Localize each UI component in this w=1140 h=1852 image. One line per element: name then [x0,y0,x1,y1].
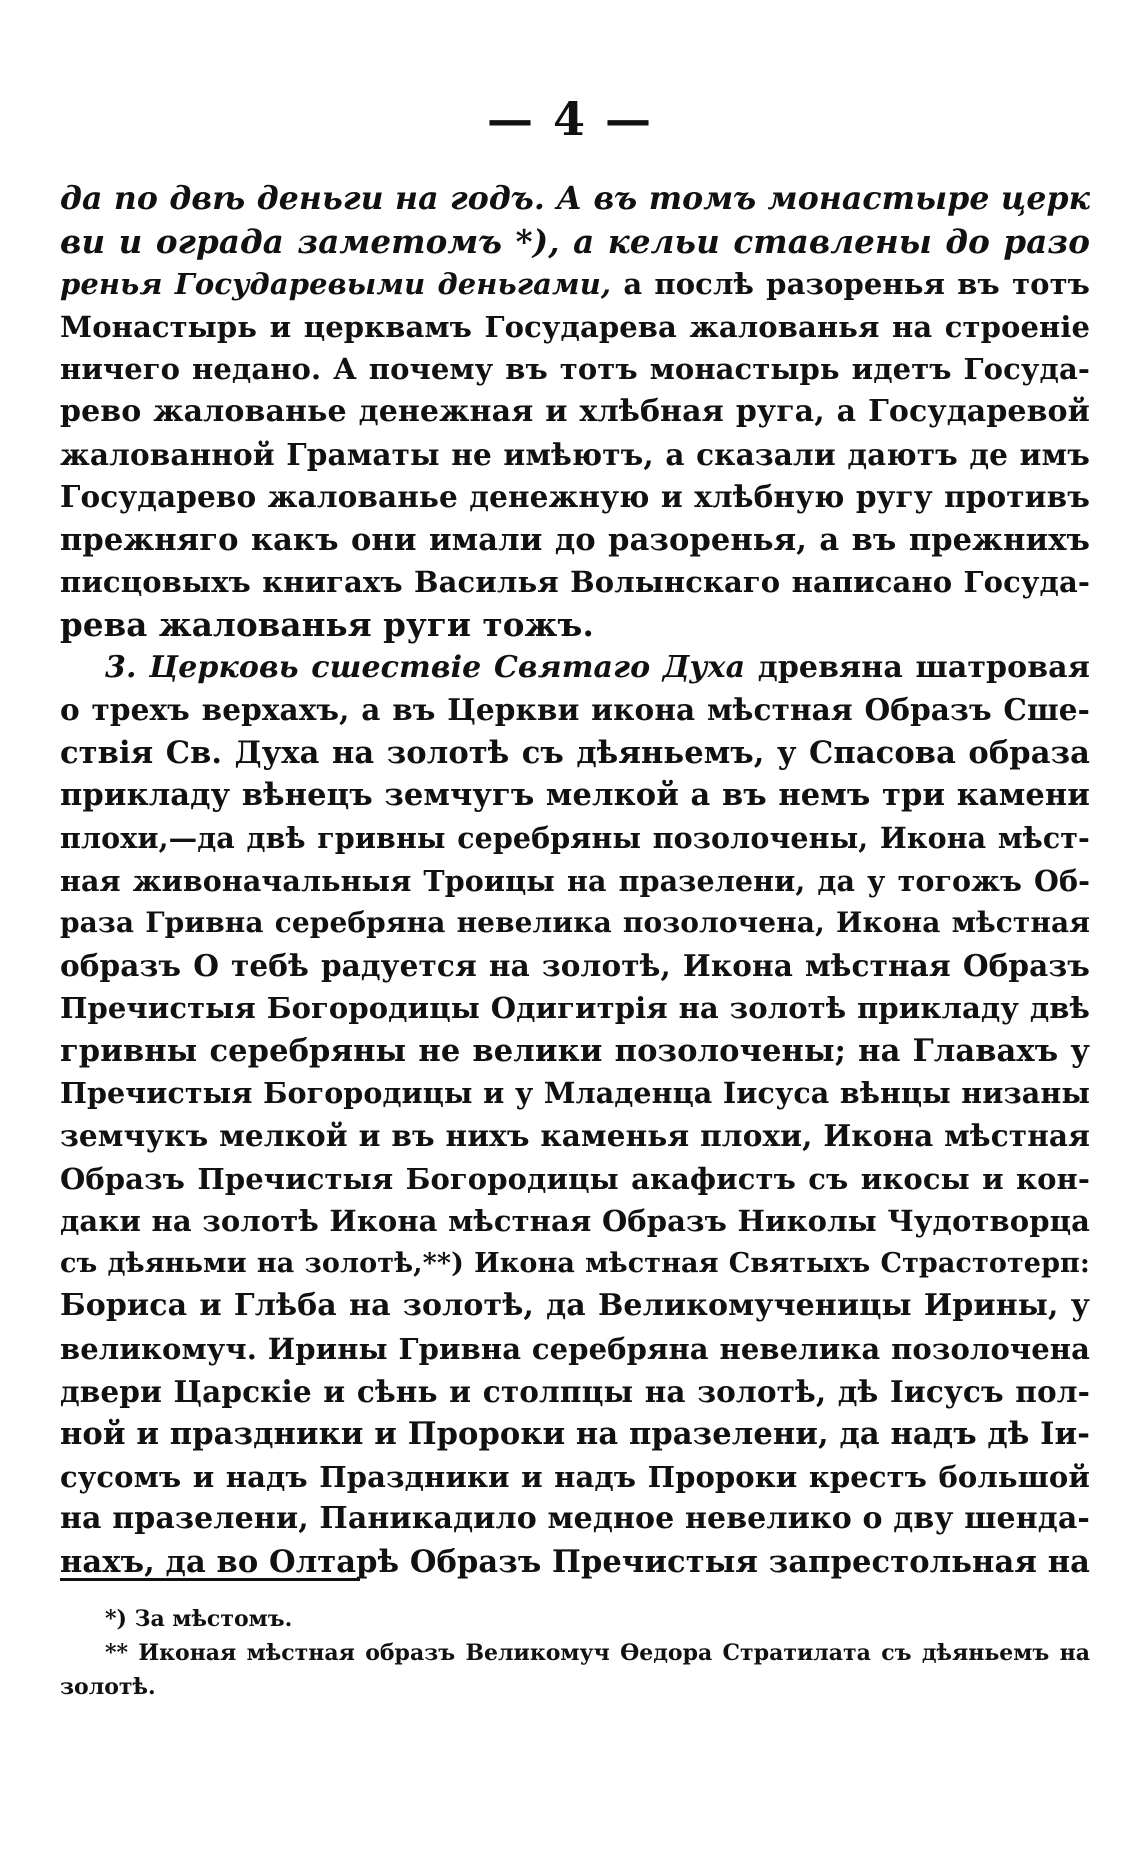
text-span: а послѣ разоренья въ тотъ [611,267,1091,302]
text-line [60,817,1090,860]
text-span: великомуч. Ирины Гривна серебряна невелика позолочена [60,1332,1090,1367]
text-line [60,1030,1090,1073]
text-span: гривны серебряны не велики позолочены; на Главахъ у [60,1032,1090,1069]
text-line [60,1498,1090,1541]
text-line [60,1371,1090,1414]
footnotes [60,1602,1090,1704]
text-line [60,519,1090,562]
footnote-line: *) За мѣстомъ. [105,1606,293,1632]
text-span: ствія Св. Духа на золотѣ съ дѣяньемъ, у Спасова образа [60,734,1090,771]
text-span: земчукъ мелкой и въ нихъ каменья плохи, Икона мѣстная [60,1118,1090,1154]
text-line [60,1456,1090,1499]
text-span: нахъ, да во Олтарѣ Образъ Пречистыя запрестольная на [60,1544,1090,1580]
italic-text: ренья Государевыми деньгами, [60,267,612,302]
text-line [60,1413,1090,1456]
text-line [60,1072,1090,1115]
text-line [60,1158,1090,1201]
text-span: о трехъ верхахъ, а въ Церкви икона мѣстная Образъ Сше- [60,692,1090,728]
text-line [60,263,1090,306]
text-span: раза Гривна серебряна невелика позолочена, Икона мѣстная [60,906,1090,940]
text-span: Монастырь и церквамъ Государева жалованья на строеніе [60,309,1090,344]
text-span: Бориса и Глѣба на золотѣ, да Великомученицы Ирины, у [60,1288,1090,1324]
text-line [60,1115,1090,1158]
text-line [60,476,1090,519]
text-span: даки на золотѣ Икона мѣстная Образъ Николы Чудотворца [60,1204,1090,1239]
text-line [60,945,1090,988]
text-span: Пречистыя Богородицы Одигитрія на золотѣ прикладу двѣ [60,991,1090,1026]
text-line [60,860,1090,903]
text-line [60,689,1090,732]
main-text [60,178,1090,1584]
text-line [60,391,1090,434]
text-span: сусомъ и надъ Праздники и надъ Пророки крестъ большой [60,1459,1090,1494]
text-span: Государево жалованье денежную и хлѣбную ругу противъ [60,479,1090,515]
footnote-rule [60,1578,360,1581]
text-line [60,178,1090,221]
text-line [60,434,1090,477]
text-span: ная живоначальныя Троицы на празелени, да у тогожъ Об- [60,863,1090,898]
text-span: прикладу вѣнецъ земчугъ мелкой а въ немъ три камени [60,777,1090,814]
text-line [60,647,1090,690]
footnote-line: золотѣ. [60,1674,156,1700]
page-number: — 4 — [486,92,654,146]
text-span: жалованной Граматы не имѣютъ, а сказали даютъ де имъ [60,436,1090,472]
text-span: писцовыхъ книгахъ Василья Волынскаго написано Госуда- [60,565,1090,600]
italic-text: да по двѣ деньги на годъ. А въ томъ монастыре церк [60,180,1090,217]
text-line [60,306,1090,349]
text-line [60,774,1090,817]
text-span: Образъ Пречистыя Богородицы акафистъ съ икосы и кон- [60,1161,1090,1196]
text-line [60,348,1090,391]
text-line [60,561,1090,604]
text-span: ной и праздники и Пророки на празелени, да надъ дѣ Іи- [60,1416,1090,1453]
text-line [60,1285,1090,1328]
text-line [60,1243,1090,1286]
text-line [60,221,1090,264]
text-span: ничего недано. А почему въ тотъ монастырь идетъ Госуда- [60,352,1090,387]
text-line [60,987,1090,1030]
text-line [60,902,1090,945]
text-line [60,732,1090,775]
text-span: рева жалованья руги тожъ. [60,604,594,644]
text-span: прежняго какъ они имали до разоренья, а въ прежнихъ [60,521,1090,558]
italic-text: ви и ограда заметомъ *), а кельи ставлены до разо [60,221,1090,261]
text-span: древяна шатровая [745,649,1090,685]
text-span: рево жалованье денежная и хлѣбная руга, а Государевой [60,393,1090,429]
text-span: Пречистыя Богородицы и у Младенца Іисуса вѣнцы низаны [60,1076,1090,1111]
text-span: образъ О тебѣ радуется на золотѣ, Икона мѣстная Образъ [60,947,1090,983]
text-line [60,604,1090,647]
text-span: на празелени, Паникадило медное невелико о дву шенда- [60,1501,1090,1537]
text-line [60,1200,1090,1243]
text-line [60,1328,1090,1371]
text-span: двери Царскіе и сѣнь и столпцы на золотѣ, дѣ Іисусъ пол- [60,1373,1090,1409]
text-span: плохи,—да двѣ гривны серебряны позолочены, Икона мѣст- [60,820,1090,855]
italic-text: 3. Церковь сшествіе Святаго Духа [105,649,746,685]
text-span: съ дѣяньми на золотѣ,**) Икона мѣстная Святыхъ Страстотерп: [60,1247,1090,1279]
footnote-line: ** Иконая мѣстная образъ Великомуч Ѳедора Стратилата съ дѣяньемъ на [105,1640,1090,1666]
